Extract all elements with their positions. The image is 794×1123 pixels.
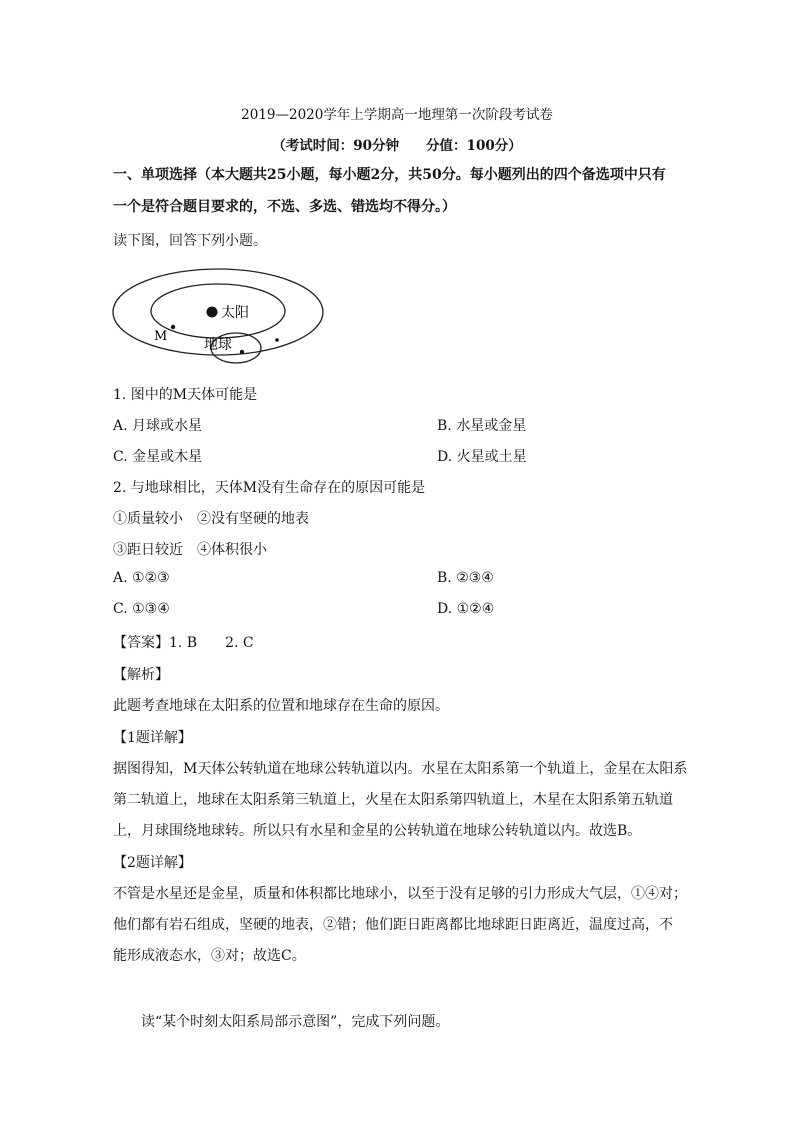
q2-option-a: A. ①②③ — [113, 570, 170, 586]
q2-option-d: D. ①②④ — [437, 601, 495, 617]
intro-text: 读下图，回答下列小题。 — [113, 233, 267, 249]
detail2-line3: 能形成液态水，③对；故选C。 — [113, 948, 306, 964]
q1-stem: 1. 图中的M天体可能是 — [113, 387, 258, 403]
earth-icon — [240, 350, 244, 354]
sun-label: 太阳 — [221, 305, 249, 321]
analysis-text: 此题考查地球在太阳系的位置和地球存在生命的原因。 — [113, 698, 449, 714]
q2-option-c: C. ①③④ — [113, 601, 170, 617]
q2-option-b: B. ②③④ — [437, 570, 494, 586]
q2-items-line2: ③距日较近 ④体积很小 — [113, 542, 267, 558]
exam-info: （考试时间：90分钟 分值：100分） — [272, 138, 522, 154]
q1-option-c: C. 金星或木星 — [113, 449, 203, 465]
section-heading-line2: 一个是符合题目要求的，不选、多选、错选均不得分。） — [113, 199, 456, 215]
q1-option-a: A. 月球或水星 — [113, 418, 203, 434]
q1-option-d: D. 火星或土星 — [437, 449, 527, 465]
q2-items-line1: ①质量较小 ②没有坚硬的地表 — [113, 511, 309, 527]
m-planet-icon — [171, 325, 175, 329]
answer-line — [113, 632, 254, 652]
section-heading-line1: 一、单项选择（本大题共25小题，每小题2分，共50分。每小题列出的四个备选项中只有 — [113, 167, 666, 183]
analysis-label: 【解析】 — [113, 667, 169, 683]
earth-label: 地球 — [204, 337, 232, 353]
q1-option-b: B. 水星或金星 — [437, 418, 527, 434]
answer-text: 1. B 2. C — [169, 635, 254, 651]
sun-icon — [207, 307, 218, 318]
m-label: M — [154, 329, 168, 344]
detail2-line1: 不管是水星还是金星，质量和体积都比地球小，以至于没有足够的引力形成大气层，①④对； — [113, 886, 687, 902]
orbit-diagram — [108, 262, 338, 372]
inner-orbit — [151, 284, 285, 338]
detail2-line2: 他们都有岩石组成，坚硬的地表，②错；他们距日距离都比地球距日距离近，温度过高，不 — [113, 917, 673, 933]
answer-label: 【答案】 — [113, 635, 169, 651]
next-section-intro: 读“某个时刻太阳系局部示意图”，完成下列问题。 — [141, 1014, 450, 1030]
detail2-label: 【2题详解】 — [113, 855, 192, 871]
detail1-label: 【1题详解】 — [113, 730, 192, 746]
q2-stem: 2. 与地球相比，天体M没有生命存在的原因可能是 — [113, 480, 426, 496]
page-title: 2019—2020学年上学期高一地理第一次阶段考试卷 — [241, 107, 553, 123]
detail1-line2: 第二轨道上，地球在太阳系第三轨道上，火星在太阳系第四轨道上，木星在太阳系第五轨道 — [113, 792, 673, 808]
detail1-line1: 据图得知，M天体公转轨道在地球公转轨道以内。水星在太阳系第一个轨道上，金星在太阳系 — [113, 761, 688, 777]
detail1-line3: 上，月球围绕地球转。所以只有水星和金星的公转轨道在地球公转轨道以内。故选B。 — [113, 823, 642, 839]
moon-icon — [275, 338, 279, 342]
